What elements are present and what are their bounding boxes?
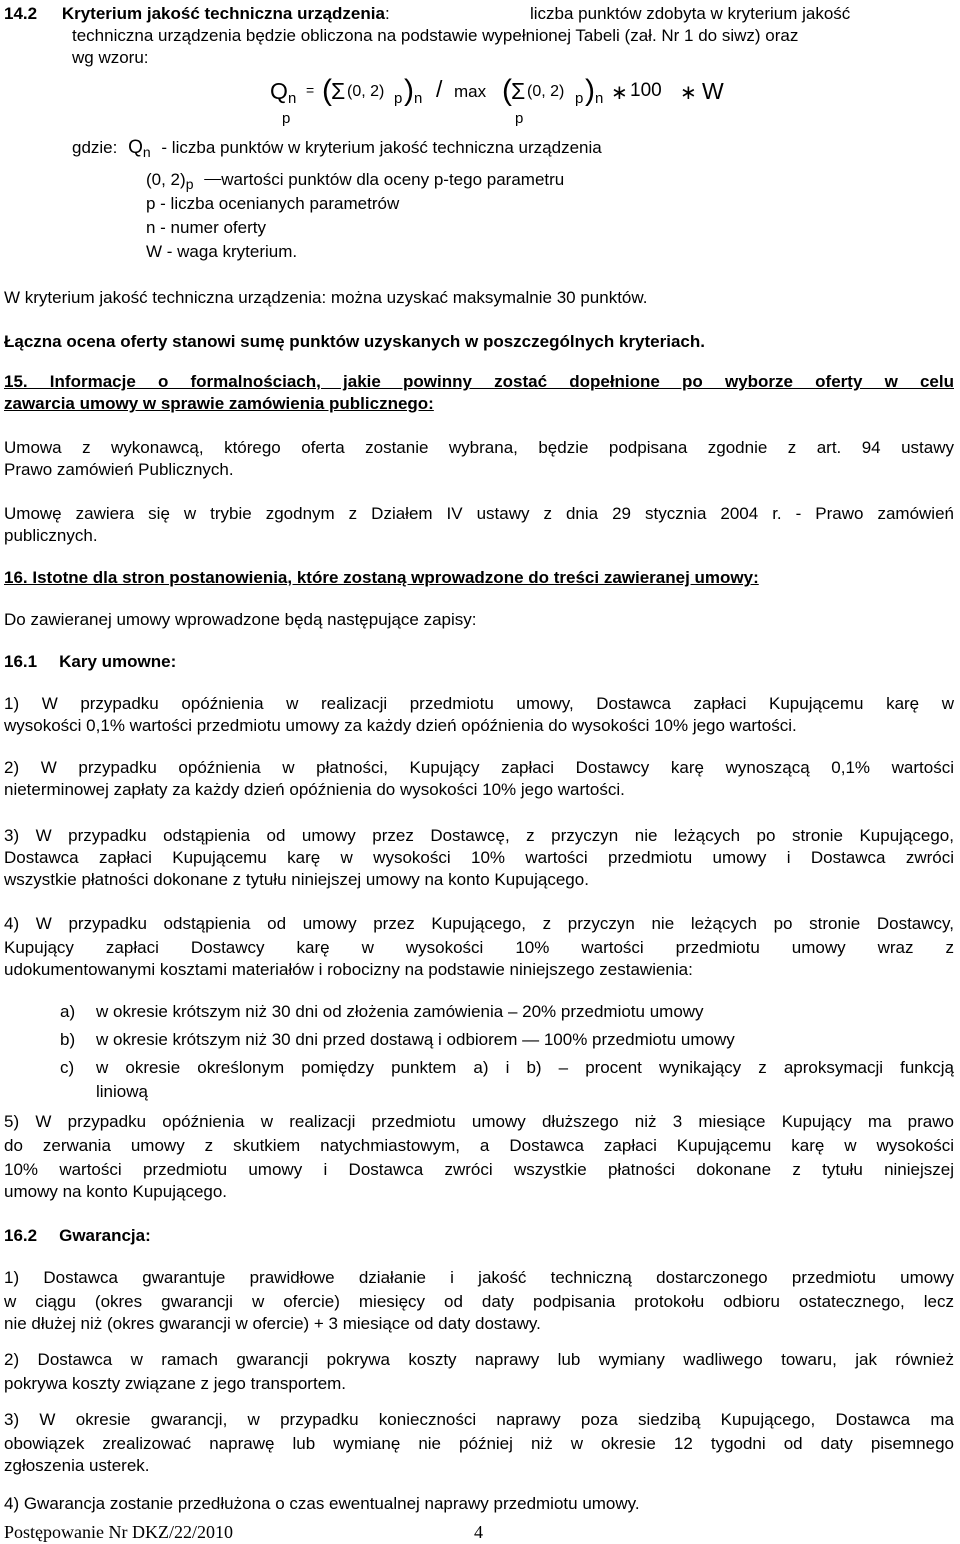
section-number: 14.2 — [4, 4, 38, 23]
gwarancja-2-line-1: 2) Dostawca w ramach gwarancji pokrywa koszty naprawy lub wymiany wadliwego towaru, jak również — [4, 1350, 954, 1369]
kary-5-line-3: 10% wartości przedmiotu umowy i Dostawca zwróci wszystkie płatności dokonane z tytułu niniejszej — [4, 1160, 954, 1179]
gwarancja-1-line-3: nie dłużej niż (okres gwarancji w ofercie) + 3 miesiące od daty dostawy. — [4, 1314, 541, 1333]
kary-4-item-c: c) — [60, 1058, 75, 1077]
section-15-heading-line-1: 15. Informacje o formalnościach, jakie powinny zostać dopełnione po wyborze oferty w celu — [4, 372, 954, 391]
footer-label: Postępowanie Nr DKZ/22/2010 — [4, 1522, 233, 1542]
kary-3-line-1: 3) W przypadku odstąpienia od umowy przez Dostawcę, z przyczyn nie leżących po stronie Kupującego, — [4, 826, 954, 845]
section-16-intro: Do zawieranej umowy wprowadzone będą następujące zapisy: — [4, 610, 477, 629]
legend-value-line: (0, $2)_p$ wartości punktów dla oceny p-tego parametru — [146, 170, 565, 192]
section-15-para-2-line-2: publicznych. — [4, 526, 98, 545]
kary-4-item-c-line-2: liniową — [96, 1082, 148, 1101]
kary-2-line-1: 2) W przypadku opóźnienia w płatności, Kupujący zapłaci Dostawcy karę wynoszącą 0,1% wartości — [4, 758, 954, 777]
kary-3-line-2: Dostawca zapłaci Kupującemu karę w wysokości 10% wartości przedmiotu umowy i Dostawca zwróci — [4, 848, 954, 867]
page-number: 4 — [474, 1522, 483, 1542]
section-16-2-heading: 16.2 Gwarancja: — [4, 1226, 151, 1245]
kary-2-line-2: nieterminowej zapłaty za każdy dzień opóźnienia do wysokości 10% jego wartości. — [4, 780, 625, 799]
kary-5-line-1: 5) W przypadku opóźnienia w realizacji przedmiotu umowy dłuższego niż 3 miesiące Kupujący ma prawo — [4, 1112, 954, 1131]
kary-4-line-3: udokumentowanymi kosztami materiałów i robocizny na podstawie niniejszego zestawienia: — [4, 960, 693, 979]
section-heading: Kryterium jakość techniczna urządzenia — [61, 4, 385, 23]
gwarancja-3-line-1: 3) W okresie gwarancji, w przypadku konieczności naprawy poza siedzibą Kupującego, Dostawca ma — [4, 1410, 954, 1429]
kary-3-line-3: wszystkie płatności dokonane z tytułu niniejszej umowy na konto Kupującego. — [4, 870, 589, 889]
gwarancja-1-line-2: w ciągu (okres gwarancji w ofercie) miesięcy od daty podpisania protokołu odbioru ostatecznego, lecz — [4, 1292, 954, 1311]
formula-q: Q — [270, 78, 288, 104]
section-15-para-2-line-1: Umowę zawiera się w trybie zgodnym z Działem IV ustawy z dnia 29 stycznia 2004 r. - Prawo zamówień — [4, 504, 954, 523]
gwarancja-3-line-3: zgłoszenia usterek. — [4, 1456, 150, 1475]
kary-5-line-4: umowy na konto Kupującego. — [4, 1182, 228, 1201]
section-16-heading: 16. Istotne dla stron postanowienia, które zostaną wprowadzone do treści zawieranej umowy: — [4, 568, 759, 587]
section-14-2-line-3: wg wzoru: — [72, 48, 149, 67]
kary-4-line-2: Kupujący zapłaci Dostawcy karę w wysokości 10% wartości przedmiotu umowy wraz z — [4, 938, 954, 957]
legend-p-line: p - liczba ocenianych parametrów — [146, 194, 400, 213]
section-15-para-1-line-2: Prawo zamówień Publicznych. — [4, 460, 234, 479]
section-16-1-heading: 16.1 Kary umowne: — [4, 652, 177, 671]
gwarancja-3-line-2: obowiązek zrealizować naprawę lub wymianę nie później niż w okresie 12 tygodni od daty pisemnego — [4, 1434, 954, 1453]
section-15-heading-line-2: zawarcia umowy w sprawie zamówienia publicznego: — [4, 394, 434, 413]
kary-4-line-1: 4) W przypadku odstąpienia od umowy przez Kupującego, z przyczyn nie leżących po stronie Dostawcy, — [4, 914, 954, 933]
kary-1-line-1: 1) W przypadku opóźnienia w realizacji przedmiotu umowy, Dostawca zapłaci Kupującemu karę w — [4, 694, 954, 713]
section-14-2-line-2: techniczna urządzenia będzie obliczona na podstawie wypełnionej Tabeli (zał. Nr 1 do siwz) oraz — [72, 26, 799, 45]
scoring-formula: Q n = ( Σ (0, 2) p ) n / max ( Σ (0, 2) p ) n ∗ 100 ∗ W p p — [270, 74, 724, 127]
gwarancja-2-line-2: pokrywa koszty związane z jego transportem. — [4, 1374, 347, 1393]
legend-n-line: n - numer oferty — [146, 218, 266, 237]
total-score-text: Łączna ocena oferty stanowi sumę punktów uzyskanych w poszczególnych kryteriach. — [4, 332, 705, 351]
kary-4-item-b: b) w okresie krótszym niż 30 dni przed dostawą i odbiorem — 100% przedmiotu umowy — [60, 1030, 735, 1049]
kary-1-line-2: wysokości 0,1% wartości przedmiotu umowy za każdy dzień opóźnienia do wysokości 10% jego wartości. — [4, 716, 797, 735]
gwarancja-4: 4) Gwarancja zostanie przedłużona o czas ewentualnej naprawy przedmiotu umowy. — [4, 1494, 640, 1513]
kary-5-line-2: do zerwania umowy z skutkiem natychmiastowym, a Dostawca zapłaci Kupującemu karę w wysokości — [4, 1136, 954, 1155]
gwarancja-1-line-1: 1) Dostawca gwarantuje prawidłowe działanie i jakość techniczną dostarczonego przedmiotu umowy — [4, 1268, 954, 1287]
section-14-2-line-1-rest: liczba punktów zdobyta w kryterium jakość — [530, 4, 851, 23]
section-15-para-1-line-1: Umowa z wykonawcą, którego oferta zostanie wybrana, będzie podpisana zgodnie z art. 94 ustawy — [4, 438, 954, 457]
legend-w-line: W - waga kryterium. — [146, 242, 298, 261]
kary-4-item-c-line-1: w okresie określonym pomiędzy punktem a) i b) – procent wynikający z aproksymacji funkcją — [96, 1058, 954, 1077]
section-14-2-line-1: 14.2 Kryterium jakość techniczna urządzenia: — [4, 4, 390, 23]
max-points-text: W kryterium jakość techniczna urządzenia: można uzyskać maksymalnie 30 punktów. — [4, 288, 648, 307]
kary-4-item-a: a) w okresie krótszym niż 30 dni od złożenia zamówienia – 20% przedmiotu umowy — [60, 1002, 704, 1021]
legend-q-line: gdzie: $Q_n$ - liczba punktów w kryterium jakość techniczna urządzenia — [72, 137, 602, 160]
